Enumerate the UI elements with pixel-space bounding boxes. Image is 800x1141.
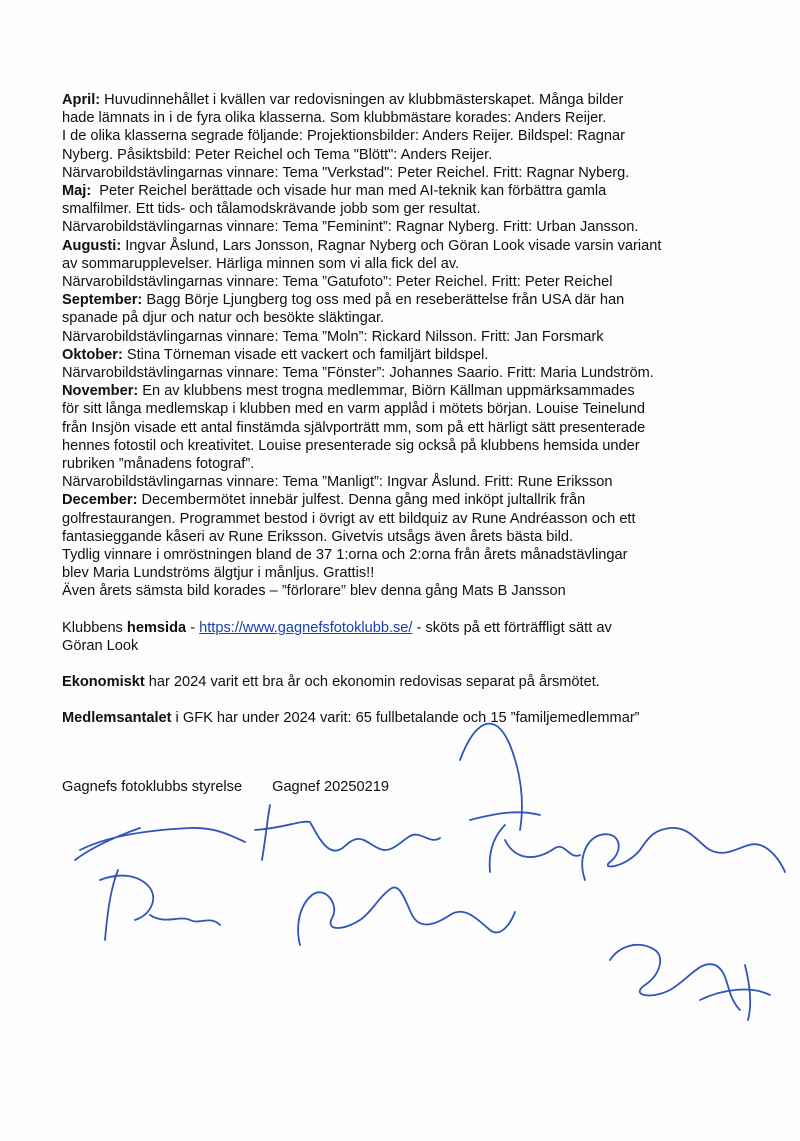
report-line xyxy=(62,491,762,509)
report-text: från Insjön visade ett antal finstämda självporträtt mm, som på ett härligt sätt presenterade xyxy=(62,419,646,436)
homepage-line2: Göran Look xyxy=(62,637,139,654)
report-line xyxy=(62,528,762,546)
signature-line xyxy=(62,779,389,795)
signature-2 xyxy=(255,805,440,860)
homepage-paragraph xyxy=(62,619,762,637)
report-line xyxy=(62,437,762,455)
report-text: Stina Törneman visade ett vackert och familjärt bildspel. xyxy=(122,346,489,363)
report-line xyxy=(62,273,762,291)
report-text: hade lämnats in i de fyra olika klasserna. Som klubbmästare korades: Anders Reijer. xyxy=(62,110,607,127)
report-line xyxy=(62,218,762,236)
homepage-link[interactable]: https://www.gagnefsfotoklubb.se/ xyxy=(199,619,413,636)
report-text: rubriken ”månadens fotograf”. xyxy=(62,456,255,473)
report-text: för sitt långa medlemskap i klubben med en varm applåd i mötets början. Louise Teinelund xyxy=(62,401,646,418)
economy-bold: Ekonomiskt xyxy=(62,674,145,691)
monthly-report xyxy=(62,91,762,601)
report-line xyxy=(62,182,762,200)
economy-text: har 2024 varit ett bra år och ekonomin redovisas separat på årsmötet. xyxy=(144,674,600,691)
report-line xyxy=(62,328,762,346)
document-body xyxy=(62,91,762,728)
report-text: blev Maria Lundströms älgtjur i månljus. Grattis!! xyxy=(62,565,375,582)
report-text: Närvarobildstävlingarnas vinnare: Tema ”Moln”: Rickard Nilsson. Fritt: Jan Forsmark xyxy=(62,328,604,345)
report-text: Närvarobildstävlingarnas vinnare: Tema ”Gatufoto”: Peter Reichel. Fritt: Peter Reichel xyxy=(62,274,613,291)
report-text: Närvarobildstävlingarnas vinnare: Tema ”Fönster”: Johannes Saario. Fritt: Maria Lundström. xyxy=(62,365,654,382)
signature-3 xyxy=(470,812,580,872)
report-line xyxy=(62,309,762,327)
report-text: Nyberg. Påsiktsbild: Peter Reichel och Tema "Blött": Anders Reijer. xyxy=(62,146,493,163)
report-text: Ingvar Åslund, Lars Jonsson, Ragnar Nyberg och Göran Look visade varsin variant xyxy=(121,237,662,254)
month-label: December: xyxy=(62,492,138,509)
report-text: Huvudinnehållet i kvällen var redovisningen av klubbmästerskapet. Många bilder xyxy=(100,92,624,108)
month-label: Augusti: xyxy=(62,237,122,254)
economy-paragraph xyxy=(62,673,762,691)
report-text: spanade på djur och natur och besökte släktingar. xyxy=(62,310,385,327)
report-line xyxy=(62,400,762,418)
report-text: Även årets sämsta bild korades – ”förlorare” blev denna gång Mats B Jansson xyxy=(62,583,566,600)
report-line xyxy=(62,582,762,600)
pen-stroke xyxy=(460,724,522,830)
members-text: i GFK har under 2024 varit: 65 fullbetalande och 15 ”familjemedlemmar” xyxy=(171,710,640,727)
month-label: Oktober: xyxy=(62,346,123,363)
report-line xyxy=(62,564,762,582)
report-text: Närvarobildstävlingarnas vinnare: Tema "Verkstad": Peter Reichel. Fritt: Ragnar Nyberg. xyxy=(62,164,630,181)
report-line xyxy=(62,164,762,182)
report-text: Tydlig vinnare i omröstningen bland de 37 1:orna och 2:orna från årets månadstävlingar xyxy=(62,547,628,564)
report-text: smalfilmer. Ett tids- och tålamodskrävande jobb som ger resultat. xyxy=(62,201,481,218)
report-line xyxy=(62,546,762,564)
month-label: November: xyxy=(62,383,139,400)
report-line xyxy=(62,109,762,127)
report-text: Närvarobildstävlingarnas vinnare: Tema ”Feminint”: Ragnar Nyberg. Fritt: Urban Jansson. xyxy=(62,219,639,236)
homepage-dash: - xyxy=(186,619,200,636)
report-line xyxy=(62,127,762,145)
report-text: I de olika klasserna segrade följande: Projektionsbilder: Anders Reijer. Bildspel: Ragnar xyxy=(62,128,625,145)
place-date: Gagnef 20250219 xyxy=(272,779,389,795)
report-text: Decembermötet innebär julfest. Denna gång med inköpt jultallrik från xyxy=(137,492,586,509)
report-line xyxy=(62,419,762,437)
board-name: Gagnefs fotoklubbs styrelse xyxy=(62,779,243,795)
members-bold: Medlemsantalet xyxy=(62,710,172,727)
report-line xyxy=(62,291,762,309)
report-text: hennes fotostil och kreativitet. Louise presenterade sig också på klubbens hemsida under xyxy=(62,437,640,454)
report-text: Peter Reichel berättade och visade hur man med AI-teknik kan förbättra gamla xyxy=(91,183,607,200)
report-line xyxy=(62,255,762,273)
signature-5 xyxy=(100,870,220,940)
homepage-prefix: Klubbens xyxy=(62,619,127,636)
signature-6 xyxy=(298,887,515,945)
month-label: September: xyxy=(62,292,143,309)
month-label: Maj: xyxy=(62,183,92,200)
report-text: fantasieggande kåseri av Rune Eriksson. Givetvis utsågs även årets bästa bild. xyxy=(62,528,574,545)
report-text: av sommarupplevelser. Härliga minnen som vi alla fick del av. xyxy=(62,255,460,272)
signature-4 xyxy=(582,828,785,880)
report-line xyxy=(62,473,762,491)
report-line xyxy=(62,200,762,218)
signature-1 xyxy=(75,828,245,860)
signature-7 xyxy=(610,945,770,1020)
report-line xyxy=(62,510,762,528)
report-text: Bagg Börje Ljungberg tog oss med på en reseberättelse från USA där han xyxy=(142,292,625,309)
report-line xyxy=(62,91,762,109)
report-line xyxy=(62,346,762,364)
report-text: golfrestaurangen. Programmet bestod i övrigt av ett bildquiz av Rune Andréasson och ett xyxy=(62,510,636,527)
report-text: Närvarobildstävlingarnas vinnare: Tema ”Manligt”: Ingvar Åslund. Fritt: Rune Eriksson xyxy=(62,474,613,491)
report-line xyxy=(62,237,762,255)
report-text: En av klubbens mest trogna medlemmar, Biörn Källman uppmärksammades xyxy=(138,383,635,400)
report-line xyxy=(62,382,762,400)
homepage-bold: hemsida xyxy=(126,619,187,636)
report-line xyxy=(62,146,762,164)
report-line xyxy=(62,455,762,473)
homepage-suffix: - sköts på ett förträffligt sätt av xyxy=(412,619,612,636)
report-line xyxy=(62,364,762,382)
month-label: April: xyxy=(62,92,101,108)
members-paragraph xyxy=(62,709,762,727)
